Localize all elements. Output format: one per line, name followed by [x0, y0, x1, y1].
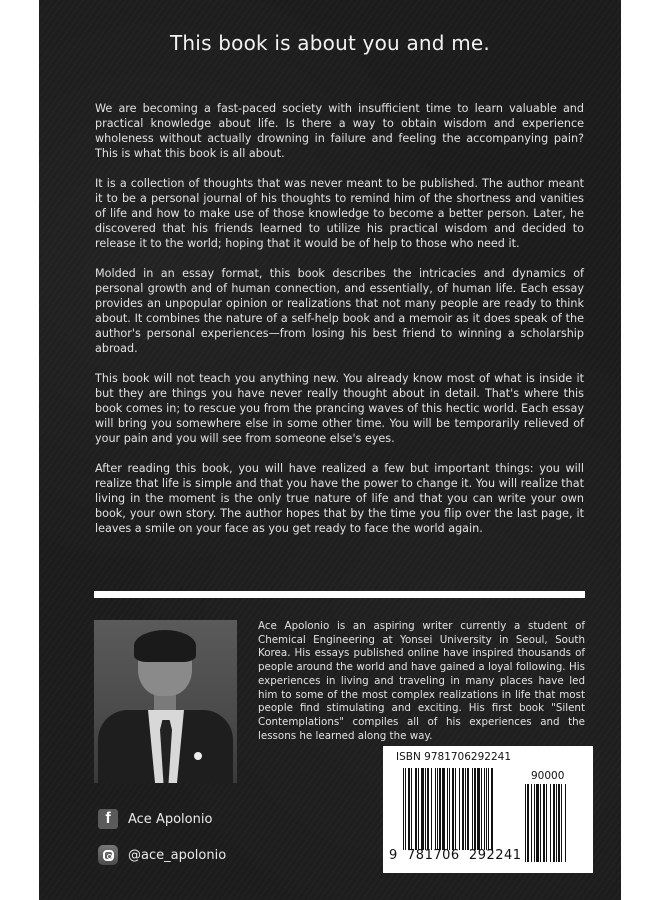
blurb-paragraph: After reading this book, you will have realized a few but important things: you will realize that life is simple and that you have the power to change it. You will realize that living in the moment is the only true nature of life and that you can write your own book, your own story. The author hopes that by the time you flip over the last page, it leaves a smile on your face as you get ready to face the world again.	[95, 462, 584, 535]
instagram-icon	[98, 845, 118, 865]
author-photo	[94, 620, 237, 783]
blurb-paragraph: Molded in an essay format, this book describes the intricacies and dynamics of personal growth and of human connection, and essentially, of human life. Each essay provides an unpopular opinion or realizations that not many people are ready to think about. It combines the nature of a self-help book and a memoir as it does speak of the author's personal experiences—from losing his best friend to winning a scholarship abroad.	[95, 267, 584, 355]
instagram-link	[98, 845, 226, 865]
isbn-barcode	[383, 746, 593, 873]
blurb-paragraph: It is a collection of thoughts that was never meant to be published. The author meant it to be a personal journal of his thoughts to remind him of the shortness and vanities of life and how to make use of those knowledge to become a better person. Later, he discovered that his friends learned to utilize his practical wisdom and decided to release it to the world; hoping that it would be of help to those who need it.	[95, 177, 584, 250]
headline: This book is about you and me.	[170, 31, 490, 55]
instagram-label: @ace_apolonio	[128, 847, 227, 863]
blurb	[95, 101, 584, 551]
facebook-icon: f	[98, 809, 118, 829]
barcode-bars-addon	[525, 784, 583, 862]
blurb-paragraph: This book will not teach you anything new. You already know most of what is inside it but they are things you have never really thought about in detail. That's where this book comes in; to rescue you from the prancing waves of this hectic world. Each essay will bring you somewhere else in some other time. You will be temporarily relieved of your pain and you will see from someone else's eyes.	[95, 372, 584, 445]
author-bio: Ace Apolonio is an aspiring writer currently a student of Chemical Engineering at Yonsei University in Seoul, South Korea. His essays published online have inspired thousands of people around the world and have gained a loyal following. His experiences in living and traveling in many places have led him to some of the most complex realizations in life that most people find stimulating and exciting. His first book "Silent Contemplations" compiles all of his experiences and the lessons he learned along the way.	[258, 620, 585, 742]
price-code: 90000	[531, 770, 565, 782]
divider	[94, 591, 585, 598]
facebook-link	[98, 809, 212, 829]
facebook-label: Ace Apolonio	[128, 811, 213, 827]
barcode-bars-main	[403, 768, 517, 850]
book-back-cover	[39, 0, 621, 900]
isbn-label: ISBN 9781706292241	[396, 751, 512, 763]
blurb-paragraph: We are becoming a fast-paced society with insufficient time to learn valuable and practical knowledge about life. Is there a way to obtain wisdom and experience wholeness without actually drowning in failure and feeling the accompanying pain? This is what this book is all about.	[95, 102, 584, 160]
barcode-digits: 9 781706 292241	[389, 848, 522, 863]
